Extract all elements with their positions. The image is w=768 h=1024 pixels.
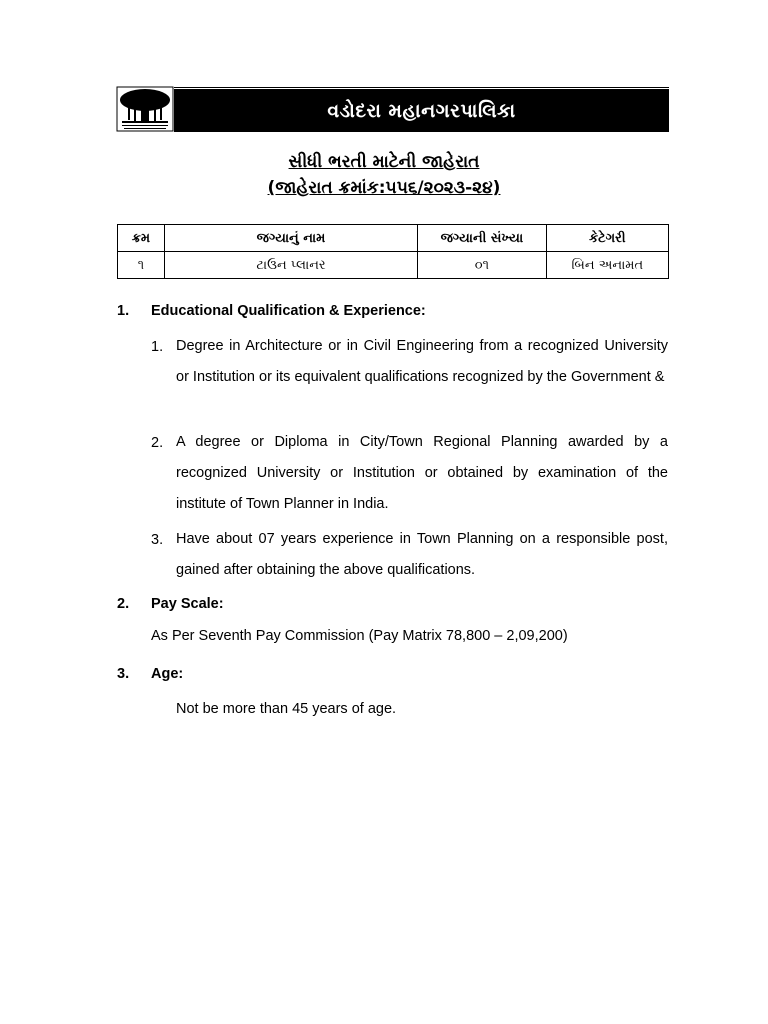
- item-3-text: Have about 07 years experience in Town Planning on a responsible post, gained after obtaining the above qualifications.: [176, 531, 668, 578]
- letterhead: [116, 86, 669, 132]
- item-2-number: 2.: [151, 435, 164, 451]
- col-header-post-name: જગ્યાનું નામ: [164, 225, 417, 252]
- section-1-title: Educational Qualification & Experience:: [151, 303, 426, 319]
- pay-scale-text: As Per Seventh Pay Commission (Pay Matrix 78,800 – 2,09,200): [151, 628, 568, 644]
- table-header-row: [118, 225, 669, 252]
- age-text: Not be more than 45 years of age.: [176, 701, 397, 717]
- section-2-number: 2.: [117, 596, 130, 612]
- notice-title: સીધી ભરતી માટેની જાહેરાત: [288, 152, 480, 172]
- section-3-number: 3.: [117, 666, 130, 682]
- cell-category: બિન અનામત: [546, 252, 668, 279]
- cell-post-count: ૦૧: [418, 252, 546, 279]
- section-3-title: Age:: [151, 666, 184, 682]
- notice-number: (જાહેરાત ક્રમાંક:૫૫૬/૨૦૨૩-૨૪): [267, 178, 501, 198]
- item-3-number: 3.: [151, 532, 164, 548]
- vmc-banyan-tree-logo-icon: [116, 86, 174, 132]
- item-1-text: Degree in Architecture or in Civil Engineering from a recognized University or Institution or its equivalent qualifications recognized by the Government &: [176, 338, 668, 385]
- posts-table: [117, 224, 669, 279]
- table-row: [118, 252, 669, 279]
- cell-serial: ૧: [118, 252, 165, 279]
- section-2-title: Pay Scale:: [151, 596, 224, 612]
- org-name-banner: [174, 86, 669, 132]
- item-2-text: A degree or Diploma in City/Town Regional Planning awarded by a recognized University or Institution or obtained by examination of the institute of Town Planner in India.: [176, 434, 668, 512]
- col-header-serial: ક્રમ: [118, 225, 165, 252]
- col-header-post-count: જગ્યાની સંખ્યા: [418, 225, 546, 252]
- org-name: વડોદરા મહાનગરપાલિકા: [327, 99, 516, 122]
- cell-post-name: ટાઉન પ્લાનર: [164, 252, 417, 279]
- item-1-number: 1.: [151, 339, 164, 355]
- col-header-category: કેટેગરી: [546, 225, 668, 252]
- section-1-number: 1.: [117, 303, 130, 319]
